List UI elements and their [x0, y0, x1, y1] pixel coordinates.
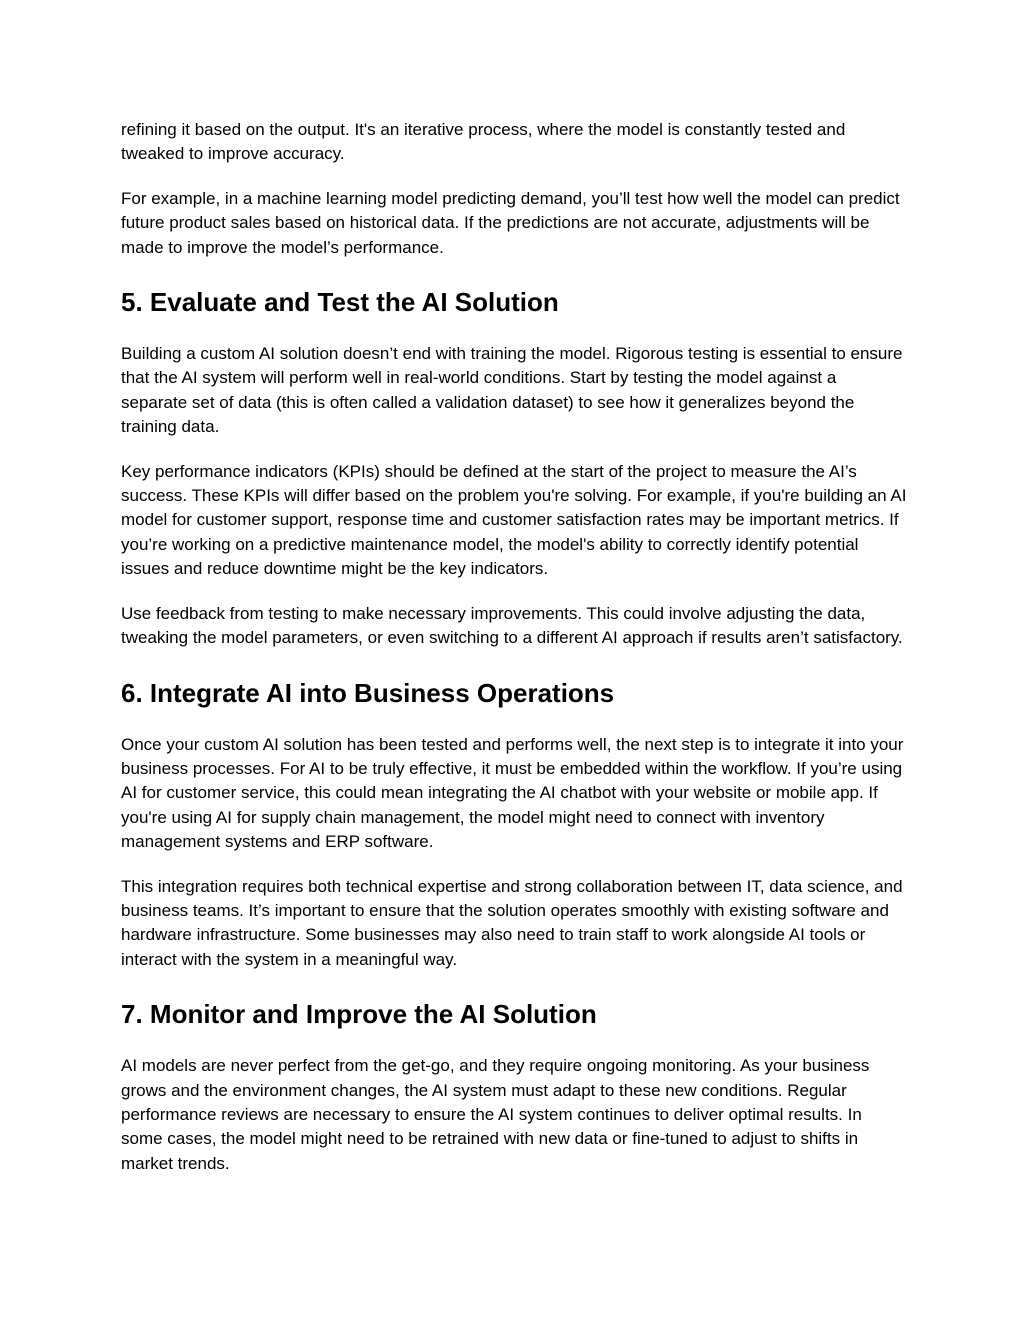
section-heading: 6. Integrate AI into Business Operations: [121, 677, 615, 708]
section-paragraph: Once your custom AI solution has been tested and performs well, the next step is to integrate it into your business processes. For AI to be truly effective, it must be embedded within the workflow. If you’re using AI for customer service, this could mean integrating the AI chatbot with your website or mobile app. If you're using AI for supply chain management, the model might need to connect with inventory management systems and ERP software.: [121, 734, 904, 852]
section-integrate-ai: [121, 677, 907, 973]
section-paragraph: Use feedback from testing to make necessary improvements. This could involve adjusting the data, tweaking the model parameters, or even switching to a different AI approach if results aren’t satisfactory.: [121, 603, 903, 648]
intro-continued-paragraph: refining it based on the output. It's an iterative process, where the model is constantly tested and tweaked to improve accuracy.: [121, 120, 846, 164]
section-paragraph: This integration requires both technical expertise and strong collaboration between IT, data science, and business teams. It’s important to ensure that the solution operates smoothly with existing software and hardware infrastructure. Some businesses may also need to train staff to work alongside AI tools or interact with the system in a meaningful way.: [121, 876, 903, 969]
section-monitor-and-improve: [121, 998, 907, 1176]
document-page: [121, 118, 907, 1196]
section-paragraph: Key performance indicators (KPIs) should be defined at the start of the project to measure the AI’s success. These KPIs will differ based on the problem you're solving. For example, if you're building an AI model for customer support, response time and customer satisfaction rates may be important metrics. If you’re working on a predictive maintenance model, the model's ability to correctly identify potential issues and reduce downtime might be the key indicators.: [121, 461, 907, 579]
section-paragraph: Building a custom AI solution doesn’t end with training the model. Rigorous testing is essential to ensure that the AI system will perform well in real-world conditions. Start by testing the model against a separate set of data (this is often called a validation dataset) to see how it generalizes beyond the training data.: [121, 344, 903, 437]
section-paragraph: AI models are never perfect from the get-go, and they require ongoing monitoring. As your business grows and the environment changes, the AI system must adapt to these new conditions. Regular performance reviews are necessary to ensure the AI system continues to deliver optimal results. In some cases, the model might need to be retrained with new data or fine-tuned to adjust to shifts in market trends.: [121, 1056, 870, 1173]
section-heading: 7. Monitor and Improve the AI Solution: [121, 999, 597, 1030]
section-heading: 5. Evaluate and Test the AI Solution: [121, 287, 559, 318]
intro-example-paragraph: For example, in a machine learning model predicting demand, you’ll test how well the model can predict future product sales based on historical data. If the predictions are not accurate, adjustments will be made to improve the model’s performance.: [121, 188, 900, 257]
section-evaluate-and-test: [121, 286, 907, 650]
